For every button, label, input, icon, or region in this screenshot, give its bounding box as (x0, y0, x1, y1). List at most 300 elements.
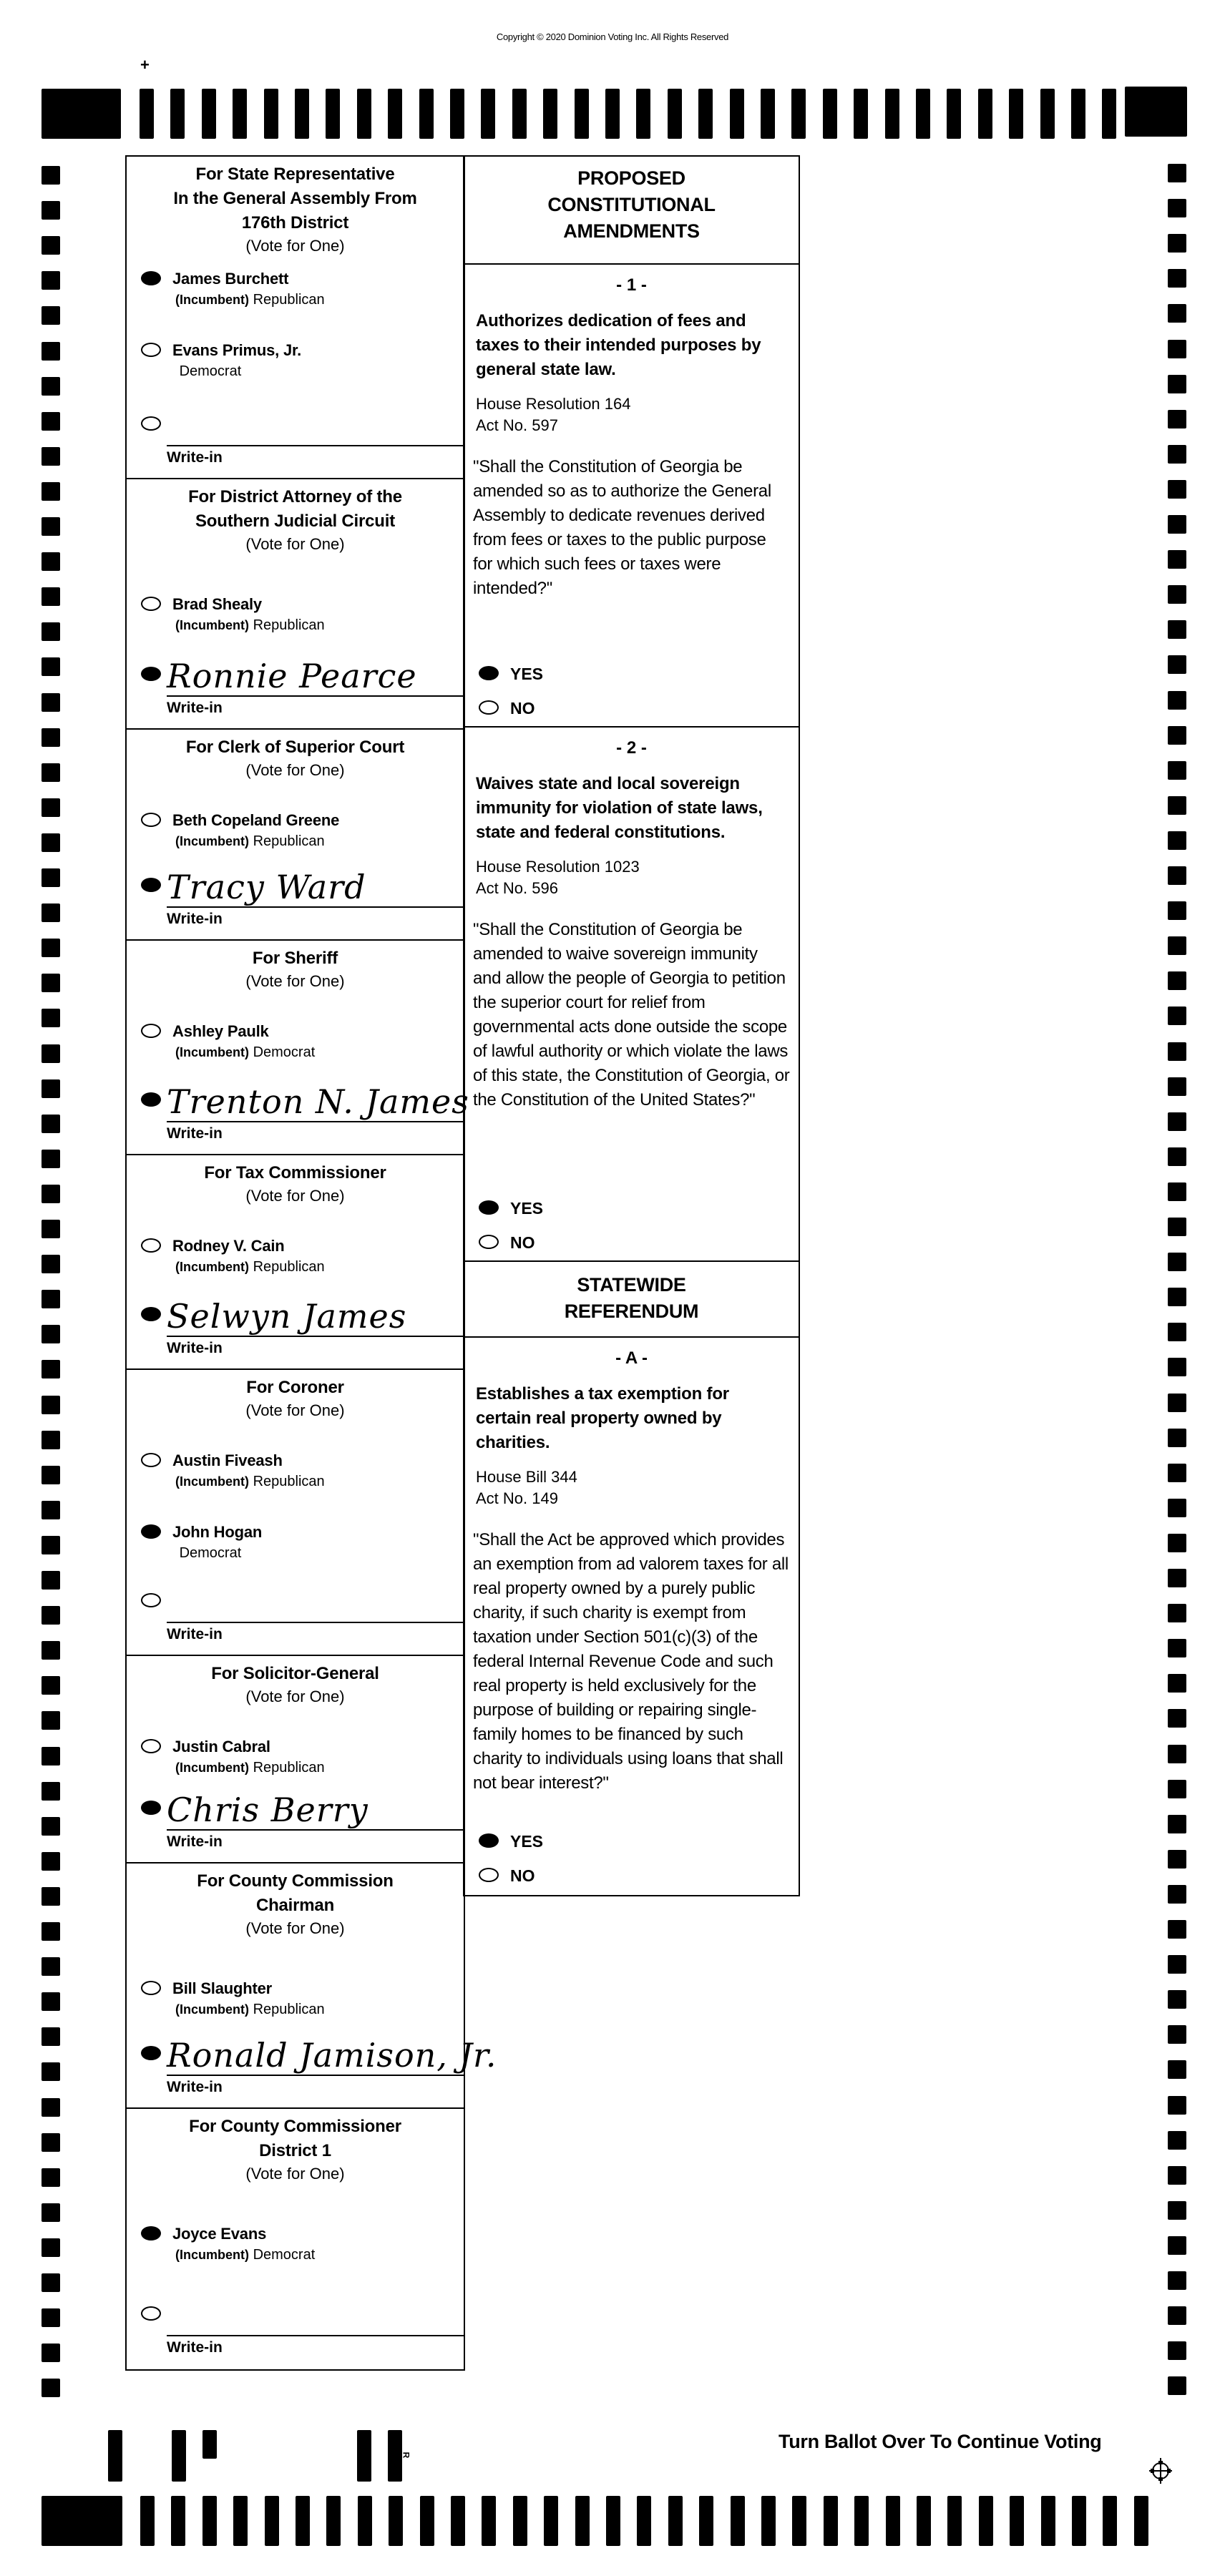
timing-square (42, 1466, 60, 1484)
timing-square (1168, 1112, 1186, 1131)
write-in-label: Write-in (167, 1833, 223, 1850)
timing-square (42, 868, 60, 887)
contest-title: Southern Judicial Circuit (195, 511, 396, 531)
timing-square (1168, 2201, 1186, 2220)
code-bar (357, 2430, 371, 2482)
question-reference (476, 856, 787, 899)
candidate-party (175, 363, 241, 380)
contest-section (127, 2109, 464, 2369)
timing-square (42, 2098, 60, 2117)
candidate-party (175, 1044, 315, 1061)
candidate-name: James Burchett (172, 270, 289, 288)
candidate-party (175, 1759, 325, 1776)
timing-square (42, 2344, 60, 2362)
contest-title: For State Representative (195, 165, 395, 184)
contest-section (127, 157, 464, 479)
reference-line: House Bill 344 (476, 1468, 577, 1486)
timing-square (42, 1536, 60, 1554)
timing-square (42, 1992, 60, 2011)
filled-oval-icon[interactable] (141, 1307, 161, 1321)
write-in-line (167, 1121, 464, 1122)
empty-oval-icon[interactable] (141, 416, 161, 431)
timing-square (1168, 1288, 1186, 1306)
timing-square (42, 1957, 60, 1976)
timing-square (1168, 655, 1186, 674)
timing-square (42, 2379, 60, 2397)
write-in-line (167, 2335, 464, 2336)
reference-line: Act No. 597 (476, 416, 558, 434)
question-text: "Shall the Constitution of Georgia be amended to waive sovereign immunity and allow the people of Georgia to petition the superior court for relief from governmental acts done outside the scope of lawful authority or which violate the laws of this state, the Constitution of Georgia, or the Constitution of the United States?" (473, 920, 790, 1110)
amendments-header (464, 157, 799, 265)
write-in-line (167, 445, 464, 446)
timing-bar (481, 89, 495, 139)
timing-square (42, 1185, 60, 1203)
timing-square (1168, 2271, 1186, 2290)
timing-square (42, 974, 60, 992)
timing-square (1168, 1639, 1186, 1657)
candidate-party (175, 833, 325, 850)
timing-square (1168, 936, 1186, 955)
timing-bar (947, 89, 961, 139)
candidate-name: Bill Slaughter (172, 1979, 272, 1997)
contest-title: For Solicitor-General (211, 1664, 379, 1683)
timing-square (1168, 1604, 1186, 1622)
timing-square (42, 1782, 60, 1801)
reference-line: House Resolution 164 (476, 395, 631, 413)
timing-square (1168, 1815, 1186, 1833)
timing-square (42, 1396, 60, 1414)
timing-square (42, 1501, 60, 1519)
contests-column (125, 155, 497, 2371)
timing-square (1168, 480, 1186, 499)
write-in-line (167, 906, 464, 908)
timing-square (1168, 340, 1186, 358)
timing-square (1168, 1429, 1186, 1447)
referendum-header-line: REFERENDUM (564, 1301, 699, 1322)
no-label: NO (510, 1233, 535, 1252)
candidate-party (175, 1473, 325, 1490)
candidate-name: Brad Shealy (172, 595, 262, 613)
vote-for-one: (Vote for One) (245, 761, 345, 779)
timing-bar (326, 2496, 341, 2546)
incumbent-label: (Incumbent) (175, 1760, 249, 1775)
yes-label: YES (510, 1832, 544, 1851)
contest-title: For Sheriff (252, 949, 338, 968)
timing-square (42, 622, 60, 641)
party-name: Republican (253, 833, 325, 849)
timing-square (42, 1115, 60, 1133)
write-in-handwritten-name[interactable]: Chris Berry (167, 1791, 369, 1829)
timing-square (42, 833, 60, 852)
candidate-name: John Hogan (172, 1523, 263, 1541)
candidate-party (175, 291, 325, 308)
write-in-label: Write-in (167, 1340, 223, 1356)
vote-for-one: (Vote for One) (245, 1401, 345, 1419)
filled-oval-icon[interactable] (141, 2046, 161, 2060)
timing-square (1168, 620, 1186, 639)
empty-oval-icon[interactable] (479, 1868, 499, 1882)
timing-square (1168, 1709, 1186, 1728)
timing-bar (1102, 89, 1116, 139)
write-in-handwritten-name[interactable]: Trenton N. James (167, 1082, 469, 1121)
timing-square (42, 1255, 60, 1273)
empty-oval-icon[interactable] (141, 1024, 161, 1038)
vote-for-one: (Vote for One) (245, 237, 345, 255)
question-reference (476, 1466, 787, 1509)
candidate-party (175, 1258, 325, 1275)
vote-for-one: (Vote for One) (245, 1187, 345, 1205)
write-in-line (167, 2075, 464, 2076)
incumbent-label: (Incumbent) (175, 1474, 249, 1489)
question-summary: Establishes a tax exemption for certain real property owned by charities. (476, 1384, 729, 1452)
timing-square (42, 1009, 60, 1027)
timing-square (1168, 866, 1186, 885)
timing-square (42, 693, 60, 712)
empty-oval-icon[interactable] (141, 813, 161, 827)
timing-bar (419, 89, 434, 139)
question-number: - 2 - (616, 738, 647, 758)
timing-bar (1103, 2496, 1117, 2546)
write-in-handwritten-name[interactable]: Ronald Jamison, Jr. (167, 2036, 497, 2075)
write-in-line (167, 695, 464, 697)
empty-oval-icon[interactable] (141, 2306, 161, 2321)
timing-square (42, 2238, 60, 2257)
filled-oval-icon[interactable] (479, 1200, 499, 1215)
timing-square (1168, 1850, 1186, 1869)
empty-oval-icon[interactable] (479, 1235, 499, 1249)
timing-square (1168, 1147, 1186, 1166)
question-number: - A - (615, 1348, 648, 1368)
timing-bar (885, 89, 899, 139)
timing-square (1168, 1323, 1186, 1341)
timing-square (1168, 304, 1186, 323)
timing-square (1168, 691, 1186, 710)
timing-square (42, 1079, 60, 1098)
timing-square (42, 271, 60, 290)
timing-square (1168, 515, 1186, 534)
contest-title: Chairman (255, 1896, 335, 1915)
question-summary: Authorizes dedication of fees and taxes to their intended purposes by general state law. (476, 311, 761, 379)
question-1 (464, 265, 799, 728)
timing-square (42, 2133, 60, 2152)
timing-square (42, 1676, 60, 1695)
timing-square (42, 342, 60, 361)
timing-square (1168, 1955, 1186, 1974)
incumbent-label: (Incumbent) (175, 618, 249, 632)
timing-bar (575, 89, 589, 139)
contest-title: For Clerk of Superior Court (185, 738, 405, 757)
questions-column (463, 155, 800, 1896)
timing-square (1168, 2131, 1186, 2150)
candidate-name: Ashley Paulk (172, 1022, 269, 1040)
timing-bar (388, 89, 402, 139)
yes-label: YES (510, 1199, 544, 1218)
write-in-line (167, 1829, 464, 1831)
filled-oval-icon[interactable] (479, 666, 499, 680)
timing-square (42, 1887, 60, 1906)
timing-square (42, 2168, 60, 2187)
timing-square (42, 1150, 60, 1168)
timing-square (42, 587, 60, 606)
code-bar (172, 2430, 186, 2482)
timing-square (1168, 410, 1186, 428)
question-text: "Shall the Constitution of Georgia be amended so as to authorize the General Assembly to dedicate revenues derived from fees or taxes to the public purpose for which such fees or taxes were intended?" (473, 457, 771, 598)
question-reference (476, 393, 787, 436)
timing-square (42, 1220, 60, 1238)
party-name: Democrat (179, 1545, 242, 1561)
timing-square (1168, 2166, 1186, 2185)
filled-oval-icon[interactable] (141, 1801, 161, 1815)
timing-bar (791, 89, 806, 139)
timing-square (42, 1360, 60, 1378)
timing-bar (171, 2496, 185, 2546)
candidate-party (175, 617, 325, 634)
timing-square (42, 2203, 60, 2222)
code-bar (108, 2430, 122, 2482)
timing-square (1168, 1394, 1186, 1412)
timing-square (42, 798, 60, 817)
timing-bar (233, 2496, 248, 2546)
timing-bar (699, 2496, 713, 2546)
timing-square (1168, 2341, 1186, 2360)
empty-oval-icon[interactable] (141, 1453, 161, 1467)
crosshair-icon (1148, 2457, 1173, 2485)
reference-line: Act No. 596 (476, 879, 558, 897)
filled-oval-icon[interactable] (141, 878, 161, 892)
timing-bar (730, 89, 744, 139)
contest-section (127, 1656, 464, 1864)
timing-bar (731, 2496, 745, 2546)
timing-square (1168, 1253, 1186, 1271)
write-in-handwritten-name[interactable]: Tracy Ward (167, 868, 366, 906)
timing-square (42, 412, 60, 431)
timing-bar (543, 89, 557, 139)
timing-square (42, 1747, 60, 1766)
timing-bar (264, 89, 278, 139)
timing-square (1168, 1499, 1186, 1517)
timing-bar (513, 2496, 527, 2546)
timing-square (42, 1852, 60, 1871)
timing-bar (296, 2496, 310, 2546)
contest-section (127, 479, 464, 730)
party-name: Republican (253, 617, 325, 633)
no-label: NO (510, 1866, 535, 1885)
timing-bar (605, 89, 620, 139)
timing-bar (202, 2496, 217, 2546)
turn-ballot-over-text: Turn Ballot Over To Continue Voting (779, 2431, 1102, 2452)
timing-square (1168, 726, 1186, 745)
timing-square (42, 377, 60, 396)
write-in-label: Write-in (167, 2339, 223, 2356)
party-name: Democrat (179, 363, 242, 379)
empty-oval-icon[interactable] (141, 1238, 161, 1253)
timing-block (1125, 87, 1187, 137)
timing-square (42, 1641, 60, 1660)
timing-bar (886, 2496, 900, 2546)
timing-bar (792, 2496, 806, 2546)
candidate-party (175, 1544, 241, 1562)
timing-square (1168, 1007, 1186, 1025)
timing-bar (1134, 2496, 1148, 2546)
timing-square (42, 306, 60, 325)
yes-label: YES (510, 665, 544, 683)
contest-title: For County Commission (197, 1871, 394, 1891)
timing-square (1168, 761, 1186, 780)
timing-bar (979, 2496, 993, 2546)
timing-square (1168, 1464, 1186, 1482)
write-in-handwritten-name[interactable]: Selwyn James (167, 1297, 407, 1336)
timing-bar (512, 89, 527, 139)
write-in-handwritten-name[interactable]: Ronnie Pearce (167, 657, 417, 695)
timing-square (1168, 2236, 1186, 2255)
timing-bar (854, 2496, 869, 2546)
timing-square (1168, 1534, 1186, 1552)
party-name: Republican (253, 292, 325, 308)
timing-square (42, 166, 60, 185)
write-in-label: Write-in (167, 1626, 223, 1642)
empty-oval-icon[interactable] (479, 700, 499, 715)
timing-square (42, 1817, 60, 1836)
timing-square (1168, 164, 1186, 182)
timing-bar (202, 89, 216, 139)
timing-square (1168, 1745, 1186, 1763)
timing-square (42, 903, 60, 922)
timing-square (42, 1044, 60, 1063)
timing-bar (1072, 2496, 1086, 2546)
empty-oval-icon[interactable] (141, 343, 161, 357)
timing-bar (606, 2496, 620, 2546)
timing-bar (668, 2496, 683, 2546)
timing-square (42, 657, 60, 676)
timing-bar (636, 89, 650, 139)
timing-square (1168, 1885, 1186, 1904)
timing-block (42, 89, 121, 139)
empty-oval-icon[interactable] (141, 1739, 161, 1753)
party-name: Republican (253, 1760, 325, 1776)
timing-bar (1009, 89, 1023, 139)
timing-bar (326, 89, 340, 139)
timing-bar (824, 2496, 838, 2546)
timing-square (1168, 1182, 1186, 1201)
party-name: Republican (253, 1474, 325, 1489)
contest-section (127, 1370, 464, 1656)
candidate-name: Rodney V. Cain (172, 1237, 285, 1255)
timing-bar (357, 89, 371, 139)
filled-oval-icon[interactable] (141, 2226, 161, 2240)
timing-bar (761, 89, 775, 139)
timing-square (42, 939, 60, 957)
timing-square (1168, 445, 1186, 464)
candidate-name: Evans Primus, Jr. (172, 341, 302, 359)
copyright-notice: Copyright © 2020 Dominion Voting Inc. All Rights Reserved (496, 31, 729, 42)
timing-square (1168, 2025, 1186, 2044)
contest-title: For District Attorney of the (188, 487, 402, 506)
timing-square (1168, 2306, 1186, 2325)
empty-oval-icon[interactable] (141, 1593, 161, 1607)
amendments-header-line: PROPOSED (577, 167, 685, 189)
vote-for-one: (Vote for One) (245, 1688, 345, 1705)
candidate-name: Joyce Evans (172, 2225, 267, 2243)
contest-section (127, 1864, 497, 2109)
vote-for-one: (Vote for One) (245, 972, 345, 990)
timing-square (1168, 1077, 1186, 1096)
filled-oval-icon[interactable] (479, 1833, 499, 1848)
timing-bar (1041, 2496, 1055, 2546)
timing-bar (295, 89, 309, 139)
amendments-header-line: AMENDMENTS (563, 220, 700, 242)
question-text: "Shall the Act be approved which provides an exemption from ad valorem taxes for all real property owned by a purely public charity, if such charity is exempt from taxation under Section 501(c)(3) of the federal Internal Revenue Code and such real property is held exclusively for the purpose of building or repairing single-family homes to be financed by such charity to individuals using loans that shall not bear interest?" (473, 1530, 789, 1793)
timing-square (42, 552, 60, 571)
timing-square (1168, 1358, 1186, 1376)
write-in-label: Write-in (167, 449, 223, 466)
timing-square (42, 236, 60, 255)
timing-square (42, 447, 60, 466)
timing-square (42, 2308, 60, 2327)
timing-square (42, 763, 60, 782)
timing-square (42, 201, 60, 220)
write-in-line (167, 1622, 464, 1623)
timing-square (1168, 550, 1186, 569)
reference-line: Act No. 149 (476, 1489, 558, 1507)
timing-bar (140, 89, 154, 139)
incumbent-label: (Incumbent) (175, 1260, 249, 1274)
timing-bar (233, 89, 247, 139)
contest-title: For County Commissioner (189, 2117, 401, 2136)
filled-oval-icon[interactable] (141, 1092, 161, 1107)
contest-section (127, 1155, 464, 1370)
filled-oval-icon[interactable] (141, 1524, 161, 1539)
timing-bar (358, 2496, 372, 2546)
timing-bar (451, 2496, 465, 2546)
candidate-party (175, 2001, 325, 2018)
amendments-header-line: CONSTITUTIONAL (547, 194, 716, 215)
filled-oval-icon[interactable] (141, 667, 161, 681)
timing-square (1168, 1780, 1186, 1798)
write-in-label: Write-in (167, 1125, 223, 1142)
timing-square (42, 1711, 60, 1730)
write-in-label: Write-in (167, 700, 223, 716)
empty-oval-icon[interactable] (141, 597, 161, 611)
timing-square (42, 1606, 60, 1625)
timing-square (1168, 971, 1186, 990)
timing-bar (170, 89, 185, 139)
timing-square (1168, 585, 1186, 604)
timing-bar (761, 2496, 776, 2546)
timing-bar (1010, 2496, 1024, 2546)
candidate-name: Austin Fiveash (172, 1451, 283, 1469)
filled-oval-icon[interactable] (141, 271, 161, 285)
party-name: Republican (253, 1259, 325, 1275)
timing-square (1168, 199, 1186, 217)
contest-title: For Tax Commissioner (204, 1163, 386, 1182)
empty-oval-icon[interactable] (141, 1981, 161, 1995)
referendum-header (464, 1262, 799, 1338)
timing-bar (698, 89, 713, 139)
timing-bar (637, 2496, 651, 2546)
timing-block (42, 2496, 122, 2546)
timing-bar (947, 2496, 962, 2546)
contest-title: In the General Assembly From (173, 189, 417, 208)
timing-square (1168, 1569, 1186, 1587)
write-in-label: Write-in (167, 911, 223, 927)
timing-square (42, 1325, 60, 1343)
timing-square (42, 1922, 60, 1941)
timing-bar (916, 89, 930, 139)
vote-for-one: (Vote for One) (245, 1919, 345, 1937)
party-name: Democrat (253, 2247, 316, 2263)
incumbent-label: (Incumbent) (175, 293, 249, 307)
timing-bar (1071, 89, 1085, 139)
